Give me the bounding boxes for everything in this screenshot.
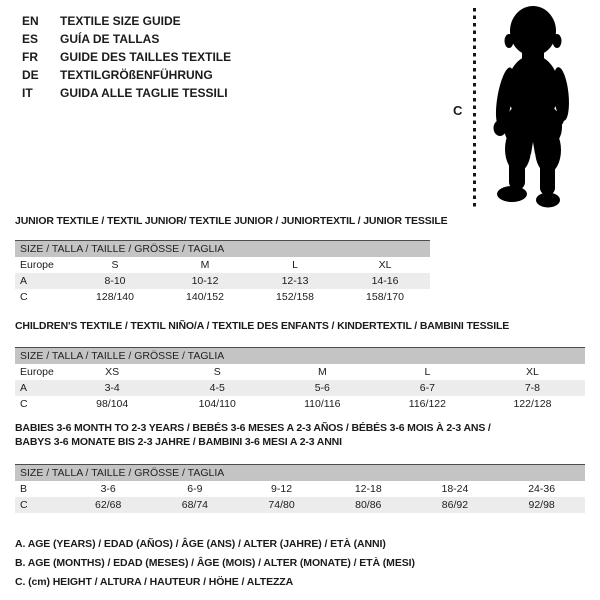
size-header-bar: SIZE / TALLA / TAILLE / GRÖSSE / TAGLIA <box>15 464 585 481</box>
size-cell: L <box>292 259 298 271</box>
row-label: C <box>20 499 28 511</box>
size-cell: 104/110 <box>198 398 236 410</box>
row-label: A <box>20 382 28 394</box>
row-label: Europe <box>20 259 54 271</box>
language-code: ES <box>22 32 39 46</box>
language-title: TEXTILGRÖßENFÜHRUNG <box>60 68 213 82</box>
footnote-age-months: B. AGE (MONTHS) / EDAD (MESES) / ÂGE (MOIS) / ALTER (MONATE) / ETÀ (MESI) <box>15 557 415 569</box>
row-label: A <box>20 275 28 287</box>
footnote-age-years: A. AGE (YEARS) / EDAD (AÑOS) / ÂGE (ANS) / ALTER (JAHRE) / ETÀ (ANNI) <box>15 538 386 550</box>
size-cell: 98/104 <box>96 398 129 410</box>
table-row-age-years <box>15 380 585 396</box>
height-measure-label: C <box>453 103 463 118</box>
size-cell: 6-7 <box>419 382 435 394</box>
size-cell: S <box>111 259 119 271</box>
size-table-babies <box>15 464 585 513</box>
language-title: GUIDA ALLE TAGLIE TESSILI <box>60 86 228 100</box>
size-cell: 3-4 <box>104 382 120 394</box>
section-title-children: CHILDREN'S TEXTILE / TEXTIL NIÑO/A / TEXTILE DES ENFANTS / KINDERTEXTIL / BAMBINI TESSILE <box>15 320 510 332</box>
language-title: TEXTILE SIZE GUIDE <box>60 14 181 28</box>
language-code: EN <box>22 14 39 28</box>
size-cell: 68/74 <box>181 499 209 511</box>
size-table-children <box>15 347 585 412</box>
size-cell: S <box>213 366 221 378</box>
size-cell: L <box>424 366 431 378</box>
size-cell: M <box>200 259 210 271</box>
row-label: Europe <box>20 366 54 378</box>
height-reference-dashed-line <box>473 8 476 208</box>
row-label: B <box>20 483 28 495</box>
size-cell: 74/80 <box>268 499 295 511</box>
table-row-age-years <box>15 273 430 289</box>
size-cell: XL <box>526 366 539 378</box>
table-row-height <box>15 396 585 412</box>
size-cell: 12-18 <box>354 483 382 495</box>
size-header-bar: SIZE / TALLA / TAILLE / GRÖSSE / TAGLIA <box>15 240 430 257</box>
size-cell: 4-5 <box>209 382 225 394</box>
size-cell: 110/116 <box>304 398 341 410</box>
baby-silhouette-icon <box>486 4 578 209</box>
size-cell: M <box>317 366 327 378</box>
language-list <box>22 12 231 102</box>
section-title-junior: JUNIOR TEXTILE / TEXTIL JUNIOR/ TEXTILE JUNIOR / JUNIORTEXTIL / JUNIOR TESSILE <box>15 215 448 227</box>
section-title-babies <box>15 421 585 449</box>
language-title: GUIDE DES TAILLES TEXTILE <box>60 50 232 64</box>
table-row-height <box>15 497 585 513</box>
table-row-height <box>15 289 430 305</box>
size-cell: 3-6 <box>100 483 116 495</box>
size-cell: 86/92 <box>441 499 469 511</box>
size-cell: 122/128 <box>513 398 552 410</box>
size-cell: 10-12 <box>191 275 219 287</box>
language-row-es <box>22 30 231 48</box>
row-label: C <box>20 291 28 303</box>
size-cell: XS <box>105 366 120 378</box>
table-row-europe <box>15 257 430 273</box>
table-row-age-months <box>15 481 585 497</box>
language-row-it <box>22 84 231 102</box>
size-cell: 8-10 <box>104 275 126 287</box>
size-cell: 158/170 <box>366 291 404 303</box>
language-row-de <box>22 66 231 84</box>
language-code: IT <box>22 86 33 100</box>
size-cell: 62/68 <box>95 499 122 511</box>
size-table-junior <box>15 240 430 305</box>
language-code: DE <box>22 68 39 82</box>
size-cell: 12-13 <box>281 275 309 287</box>
size-cell: 80/86 <box>355 499 382 511</box>
size-cell: XL <box>378 259 392 271</box>
size-cell: 18-24 <box>441 483 469 495</box>
size-cell: 6-9 <box>187 483 203 495</box>
language-title: GUÍA DE TALLAS <box>60 32 160 46</box>
size-cell: 14-16 <box>371 275 399 287</box>
size-cell: 24-36 <box>528 483 556 495</box>
size-cell: 92/98 <box>528 499 555 511</box>
size-cell: 152/158 <box>276 291 314 303</box>
size-cell: 9-12 <box>271 483 293 495</box>
size-cell: 140/152 <box>186 291 224 303</box>
section-title-line2: BABYS 3-6 MONATE BIS 2-3 JAHRE / BAMBINI 3-6 MESI A 2-3 ANNI <box>15 436 342 448</box>
footnotes <box>15 535 415 592</box>
size-cell: 7-8 <box>524 382 541 394</box>
size-cell: 128/140 <box>96 291 134 303</box>
size-header-bar: SIZE / TALLA / TAILLE / GRÖSSE / TAGLIA <box>15 347 585 364</box>
row-label: C <box>20 398 28 410</box>
section-title-line1: BABIES 3-6 MONTH TO 2-3 YEARS / BEBÉS 3-6 MESES A 2-3 AÑOS / BÉBÉS 3-6 MOIS À 2-3 ANS / <box>15 422 491 434</box>
language-row-fr <box>22 48 231 66</box>
table-row-europe <box>15 364 585 380</box>
language-code: FR <box>22 50 38 64</box>
language-row-en <box>22 12 231 30</box>
size-cell: 116/122 <box>408 398 446 410</box>
size-cell: 5-6 <box>314 382 330 394</box>
footnote-height: C. (cm) HEIGHT / ALTURA / HAUTEUR / HÖHE / ALTEZZA <box>15 576 294 588</box>
